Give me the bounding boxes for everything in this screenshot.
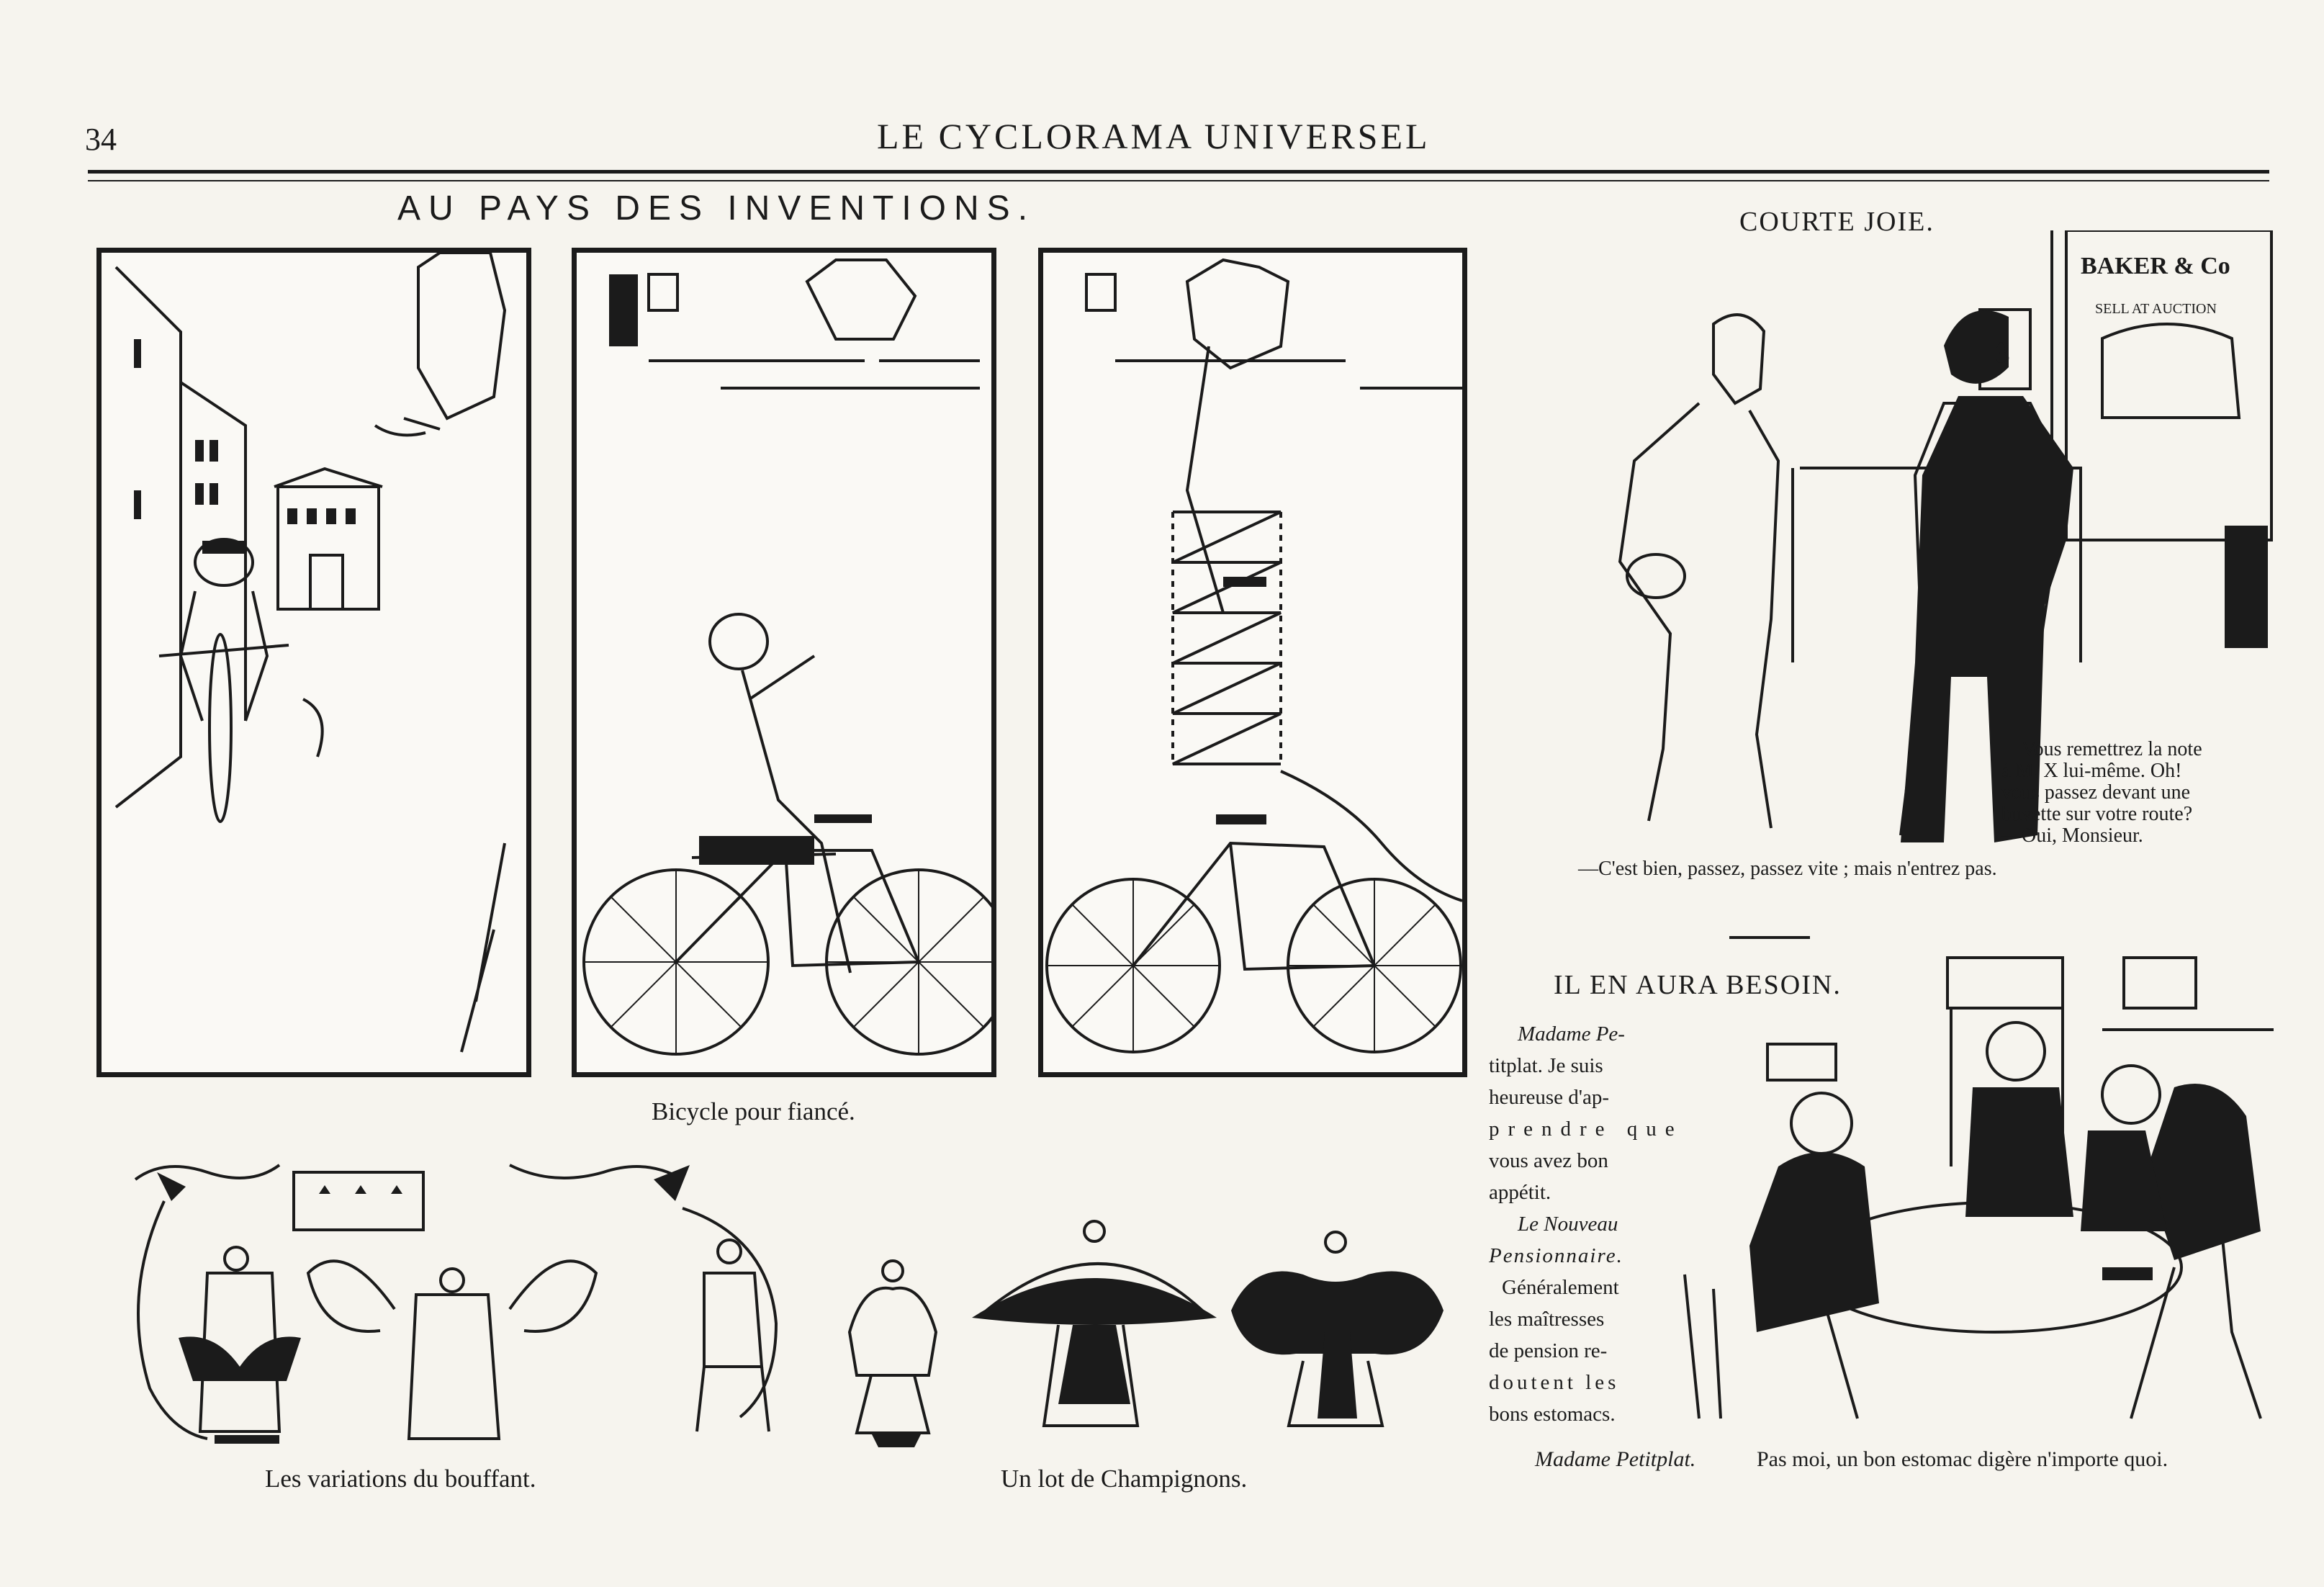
panel-2-illustration bbox=[577, 253, 991, 1072]
besoin-title: IL EN AURA BESOIN. bbox=[1554, 970, 1842, 1000]
comic-panel-2 bbox=[572, 248, 996, 1077]
calendar-number: 3 bbox=[1994, 336, 2010, 371]
champignons-caption: Un lot de Champignons. bbox=[1001, 1465, 1248, 1493]
besoin-line-1: Madame Pe- bbox=[1518, 1022, 1625, 1046]
panel-1-illustration bbox=[102, 253, 526, 1072]
baker-sign: BAKER & Co bbox=[2081, 253, 2230, 279]
besoin-line-2: titplat. Je suis bbox=[1489, 1054, 1603, 1077]
page-number: 34 bbox=[85, 122, 117, 157]
auction-sign: SELL AT AUCTION bbox=[2095, 301, 2217, 317]
courte-joie-title: COURTE JOIE. bbox=[1739, 207, 1935, 237]
bouffant-caption: Les variations du bouffant. bbox=[265, 1465, 536, 1493]
comic-panel-1 bbox=[96, 248, 531, 1077]
besoin-speaker: Madame Petitplat. bbox=[1535, 1447, 1696, 1471]
besoin-line-11: de pension re- bbox=[1489, 1339, 1608, 1362]
courte-joie-dialog-final: —C'est bien, passez, passez vite ; mais n'entrez pas. bbox=[1578, 858, 1997, 880]
courte-joie-dialog-3: vous passez devant une bbox=[2001, 781, 2191, 804]
panel-3-illustration bbox=[1043, 253, 1462, 1072]
inventions-title: AU PAYS DES INVENTIONS. bbox=[397, 189, 1036, 228]
besoin-line-12: doutent les bbox=[1489, 1371, 1620, 1394]
header-rule-bottom bbox=[88, 180, 2269, 181]
besoin-line-3: heureuse d'ap- bbox=[1489, 1086, 1610, 1109]
courte-joie-dialog-1: —Vous remettrez la note bbox=[2001, 738, 2202, 760]
besoin-line-8: Pensionnaire. bbox=[1489, 1244, 1623, 1267]
journal-title: LE CYCLORAMA UNIVERSEL bbox=[877, 116, 1431, 156]
besoin-line-6: appétit. bbox=[1489, 1181, 1551, 1204]
dining-scene-illustration bbox=[1670, 929, 2274, 1433]
courte-joie-dialog-4: buvette sur votre route? bbox=[2001, 803, 2193, 825]
besoin-line-5: vous avez bon bbox=[1489, 1149, 1608, 1172]
besoin-reply: Pas moi, un bon estomac digère n'importe quoi. bbox=[1757, 1447, 2168, 1471]
besoin-line-13: bons estomacs. bbox=[1489, 1403, 1616, 1426]
bouffant-illustration bbox=[107, 1151, 834, 1453]
courte-joie-dialog-5: —Oui, Monsieur. bbox=[2001, 824, 2143, 847]
inventions-caption: Bicycle pour fiancé. bbox=[652, 1097, 855, 1125]
besoin-line-9: Généralement bbox=[1502, 1276, 1619, 1299]
courte-joie-dialog-2: à M. X lui-même. Oh! bbox=[2001, 760, 2182, 782]
besoin-line-10: les maîtresses bbox=[1489, 1308, 1605, 1331]
champignons-illustration bbox=[828, 1188, 1454, 1455]
besoin-line-7: Le Nouveau bbox=[1518, 1213, 1618, 1236]
besoin-line-4: prendre que bbox=[1489, 1118, 1683, 1141]
header-rule-top bbox=[88, 170, 2269, 174]
comic-panel-3 bbox=[1038, 248, 1467, 1077]
